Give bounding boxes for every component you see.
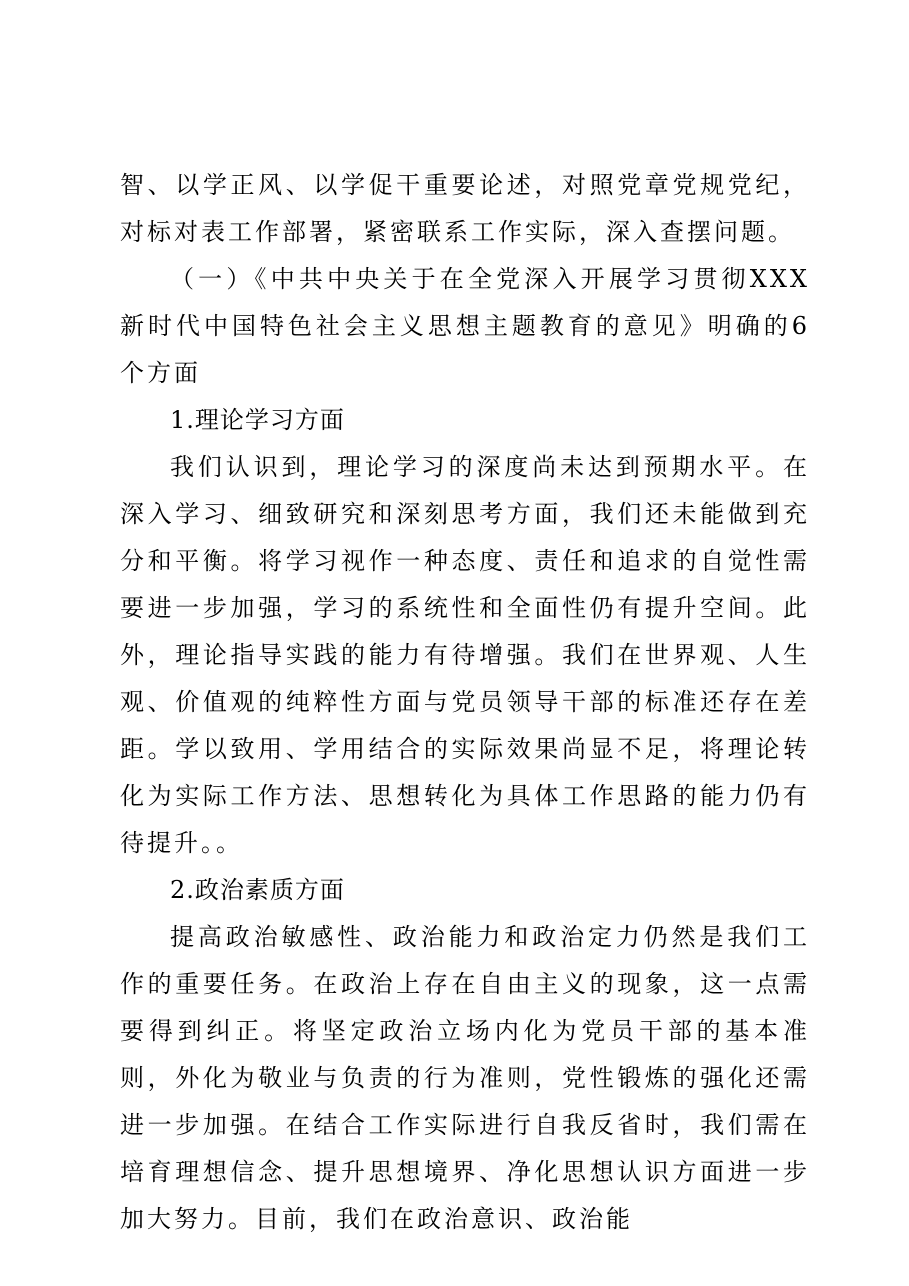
theory-study-paragraph: 我们认识到，理论学习的深度尚未达到预期水平。在深入学习、细致研究和深刻思考方面，我们还未能做到充分和平衡。将学习视作一种态度、责任和追求的自觉性需要进一步加强，学习的系统性和全面性仍有提升空间。此外，理论指导实践的能力有待增强。我们在世界观、人生观、价值观的纯粹性方面与党员领导干部的标准还存在差距。学以致用、学用结合的实际效果尚显不足，将理论转化为实际工作方法、思想转化为具体工作思路的能力仍有待提升。。	[120, 453, 810, 857]
subsection-title-theory-study: 1.理论学习方面	[170, 406, 345, 434]
section-heading: （一）《中共中央关于在全党深入开展学习贯彻XXX新时代中国特色社会主义思想主题教育的意见》明确的6个方面	[120, 265, 810, 387]
document-body	[120, 162, 810, 1243]
political-quality-paragraph: 提高政治敏感性、政治能力和政治定力仍然是我们工作的重要任务。在政治上存在自由主义的现象，这一点需要得到纠正。将坚定政治立场内化为党员干部的基本准则，外化为敬业与负责的行为准则，党性锻炼的强化还需进一步加强。在结合工作实际进行自我反省时，我们需在培育理想信念、提升思想境界、净化思想认识方面进一步加大努力。目前，我们在政治意识、政治能	[120, 923, 810, 1233]
continuation-paragraph: 智、以学正风、以学促干重要论述，对照党章党规党纪，对标对表工作部署，紧密联系工作实际，深入查摆问题。	[120, 171, 810, 246]
subsection-title-political-quality: 2.政治素质方面	[170, 876, 345, 904]
